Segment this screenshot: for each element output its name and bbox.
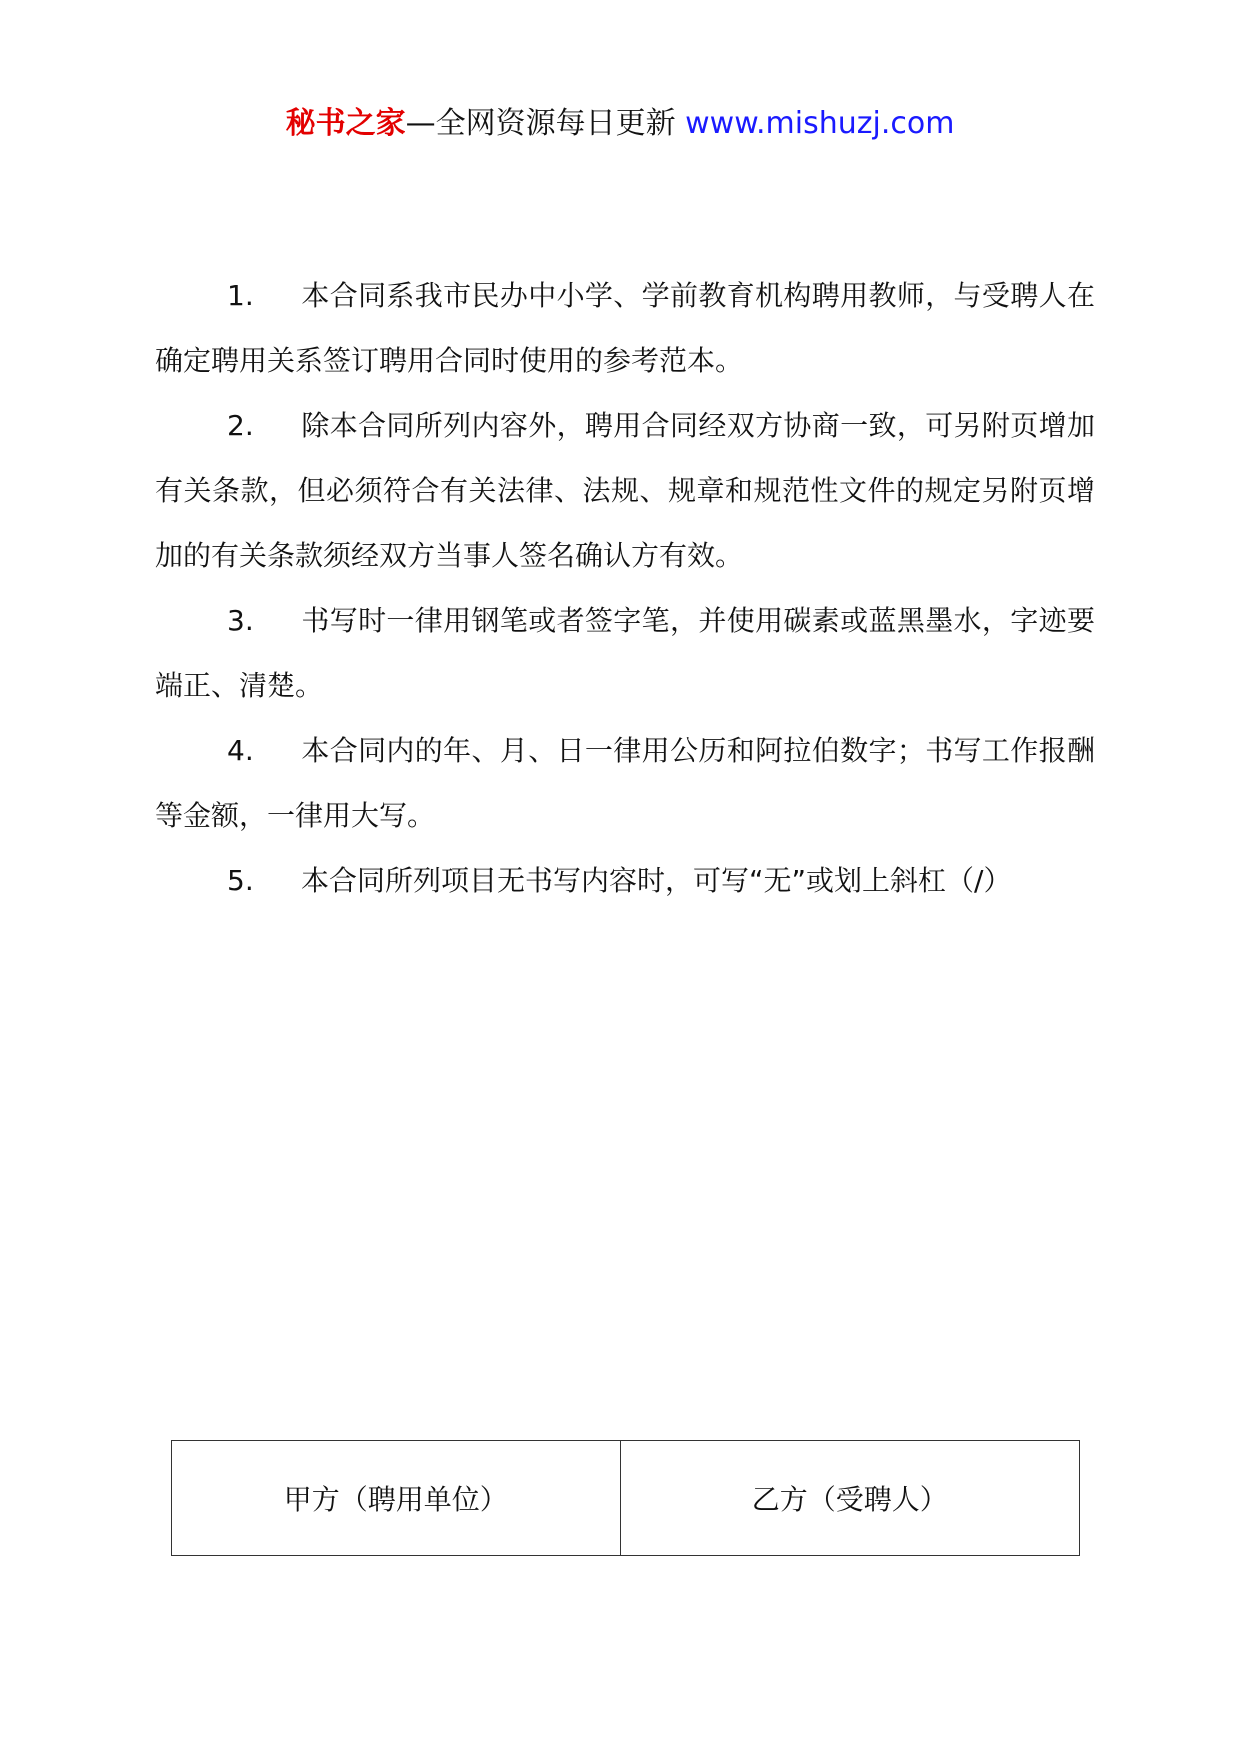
page-header: [0, 100, 1240, 148]
note-number: 3.: [227, 604, 254, 637]
note-number: 4.: [227, 734, 254, 767]
note-item-3: [155, 588, 1095, 718]
note-item-4: [155, 718, 1095, 848]
note-text: 本合同所列项目无书写内容时，可写“无”或划上斜杠（/）: [301, 864, 1012, 897]
note-text: 书写时一律用钢笔或者签字笔，并使用碳素或蓝黑墨水，字迹要端正、清楚。: [155, 604, 1095, 702]
note-number: 1.: [227, 279, 254, 312]
signature-table: [171, 1440, 1080, 1556]
note-number: 5.: [227, 864, 254, 897]
table-row: [172, 1441, 1080, 1556]
brand-name: 秘书之家: [285, 106, 406, 141]
note-item-5: [155, 848, 1095, 913]
note-number: 2.: [227, 409, 254, 442]
note-text: 除本合同所列内容外，聘用合同经双方协商一致，可另附页增加有关条款，但必须符合有关法律、法规、规章和规范性文件的规定另附页增加的有关条款须经双方当事人签名确认方有效。: [155, 409, 1095, 572]
note-text: 本合同内的年、月、日一律用公历和阿拉伯数字；书写工作报酬等金额，一律用大写。: [155, 734, 1095, 832]
note-item-1: [155, 263, 1095, 393]
instruction-notes: [155, 263, 1095, 913]
note-text: 本合同系我市民办中小学、学前教育机构聘用教师，与受聘人在确定聘用关系签订聘用合同时使用的参考范本。: [155, 279, 1095, 377]
party-b-cell: 乙方（受聘人）: [620, 1441, 1080, 1556]
website-link[interactable]: www.mishuzj.com: [685, 106, 955, 141]
note-item-2: [155, 393, 1095, 588]
header-tagline: —全网资源每日更新: [405, 106, 686, 141]
party-a-cell: 甲方（聘用单位）: [172, 1441, 621, 1556]
